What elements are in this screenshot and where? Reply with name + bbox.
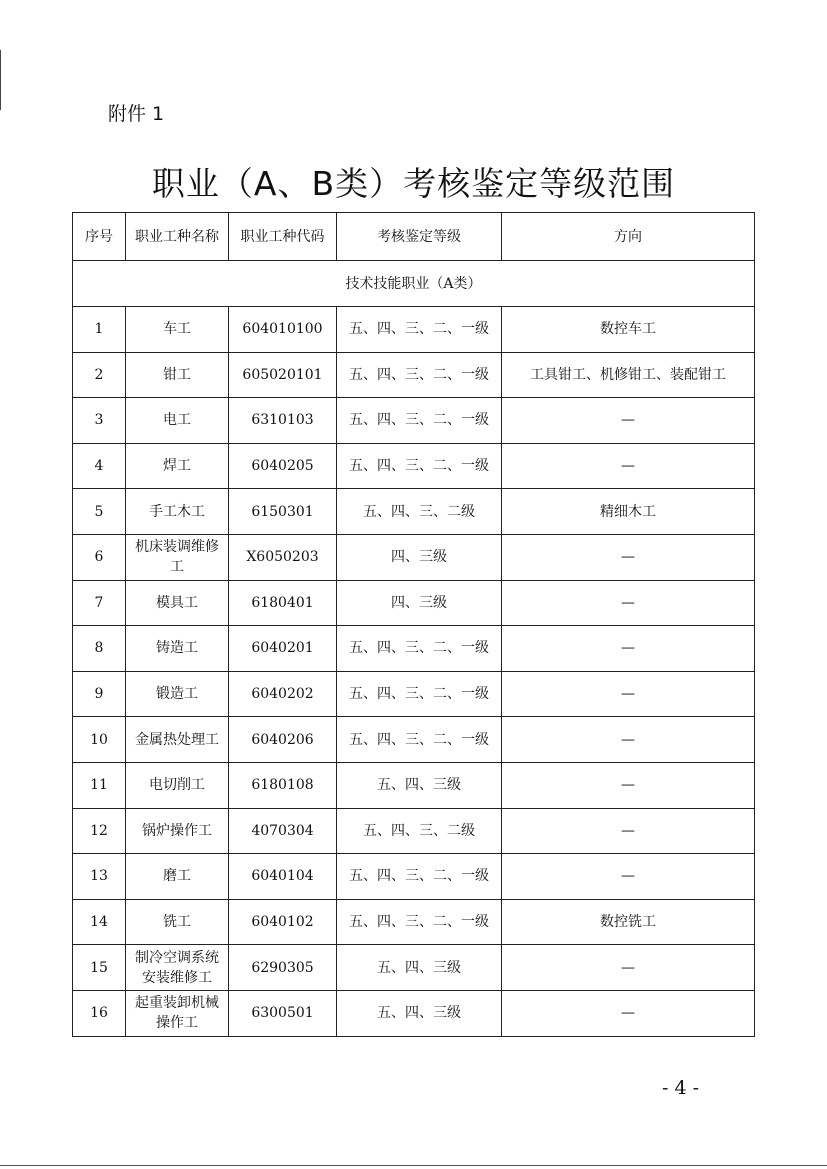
- attachment-label: 附件 1: [108, 103, 165, 125]
- cell-level: 五、四、三、二、一级: [337, 398, 502, 444]
- cell-direction: —: [502, 443, 755, 489]
- table-row: [73, 899, 755, 945]
- cell-code: 6040104: [229, 854, 337, 900]
- cell-direction: —: [502, 808, 755, 854]
- cell-level: 五、四、三、二级: [337, 489, 502, 535]
- table-row: [73, 534, 755, 580]
- section-a-label: 技术技能职业（A类）: [73, 261, 755, 307]
- header-direction: 方向: [502, 213, 755, 261]
- table-row: [73, 352, 755, 398]
- cell-name: 磨工: [126, 854, 229, 900]
- table-row: [73, 717, 755, 763]
- section-row: [73, 261, 755, 307]
- cell-no: 2: [73, 352, 126, 398]
- cell-no: 4: [73, 443, 126, 489]
- cell-name: 机床装调维修工: [126, 534, 229, 580]
- cell-direction: —: [502, 990, 755, 1036]
- cell-no: 12: [73, 808, 126, 854]
- cell-name: 电切削工: [126, 762, 229, 808]
- cell-name: 铣工: [126, 899, 229, 945]
- cell-code: 604010100: [229, 307, 337, 353]
- table-row: [73, 854, 755, 900]
- cell-name: 模具工: [126, 580, 229, 626]
- cell-level: 五、四、三、二、一级: [337, 717, 502, 763]
- cell-level: 四、三级: [337, 534, 502, 580]
- table-row: [73, 945, 755, 991]
- page-number: - 4 -: [662, 1077, 700, 1099]
- cell-name: 车工: [126, 307, 229, 353]
- cell-direction: —: [502, 717, 755, 763]
- cell-level: 五、四、三级: [337, 990, 502, 1036]
- cell-code: 6310103: [229, 398, 337, 444]
- cell-level: 四、三级: [337, 580, 502, 626]
- header-level: 考核鉴定等级: [337, 213, 502, 261]
- table-row: [73, 626, 755, 672]
- page-title: 职业（A、B类）考核鉴定等级范围: [151, 164, 676, 203]
- cell-code: 6180401: [229, 580, 337, 626]
- cell-direction: —: [502, 854, 755, 900]
- table-row: [73, 671, 755, 717]
- table-row: [73, 990, 755, 1036]
- table-row: [73, 580, 755, 626]
- cell-no: 7: [73, 580, 126, 626]
- cell-name: 金属热处理工: [126, 717, 229, 763]
- cell-direction: —: [502, 534, 755, 580]
- cell-direction: 工具钳工、机修钳工、装配钳工: [502, 352, 755, 398]
- cell-no: 5: [73, 489, 126, 535]
- cell-code: 6040202: [229, 671, 337, 717]
- cell-no: 6: [73, 534, 126, 580]
- header-no: 序号: [73, 213, 126, 261]
- cell-name: 铸造工: [126, 626, 229, 672]
- cell-no: 13: [73, 854, 126, 900]
- cell-no: 1: [73, 307, 126, 353]
- cell-code: 4070304: [229, 808, 337, 854]
- cell-level: 五、四、三、二级: [337, 808, 502, 854]
- header-code: 职业工种代码: [229, 213, 337, 261]
- cell-no: 11: [73, 762, 126, 808]
- cell-direction: —: [502, 626, 755, 672]
- cell-no: 15: [73, 945, 126, 991]
- table-header-row: [73, 213, 755, 261]
- cell-direction: 数控车工: [502, 307, 755, 353]
- cell-code: 6040201: [229, 626, 337, 672]
- cell-level: 五、四、三、二、一级: [337, 899, 502, 945]
- cell-name: 起重装卸机械操作工: [126, 990, 229, 1036]
- scan-bottom-line: [0, 1165, 827, 1166]
- table-row: [73, 398, 755, 444]
- cell-direction: —: [502, 762, 755, 808]
- cell-code: 605020101: [229, 352, 337, 398]
- table-row: [73, 762, 755, 808]
- cell-level: 五、四、三、二、一级: [337, 671, 502, 717]
- cell-no: 10: [73, 717, 126, 763]
- cell-no: 14: [73, 899, 126, 945]
- cell-direction: 精细木工: [502, 489, 755, 535]
- occupation-table: [72, 212, 755, 1037]
- cell-level: 五、四、三、二、一级: [337, 854, 502, 900]
- cell-level: 五、四、三级: [337, 945, 502, 991]
- cell-level: 五、四、三、二、一级: [337, 352, 502, 398]
- cell-code: X6050203: [229, 534, 337, 580]
- table-row: [73, 808, 755, 854]
- cell-level: 五、四、三、二、一级: [337, 307, 502, 353]
- cell-direction: —: [502, 671, 755, 717]
- table-row: [73, 489, 755, 535]
- cell-name: 锅炉操作工: [126, 808, 229, 854]
- cell-direction: —: [502, 580, 755, 626]
- cell-code: 6040205: [229, 443, 337, 489]
- cell-direction: 数控铣工: [502, 899, 755, 945]
- cell-code: 6300501: [229, 990, 337, 1036]
- cell-direction: —: [502, 398, 755, 444]
- cell-name: 焊工: [126, 443, 229, 489]
- cell-no: 8: [73, 626, 126, 672]
- cell-no: 16: [73, 990, 126, 1036]
- header-name: 职业工种名称: [126, 213, 229, 261]
- cell-name: 制冷空调系统安装维修工: [126, 945, 229, 991]
- table-row: [73, 307, 755, 353]
- cell-name: 电工: [126, 398, 229, 444]
- cell-name: 钳工: [126, 352, 229, 398]
- cell-no: 3: [73, 398, 126, 444]
- cell-level: 五、四、三级: [337, 762, 502, 808]
- cell-no: 9: [73, 671, 126, 717]
- cell-name: 锻造工: [126, 671, 229, 717]
- cell-code: 6290305: [229, 945, 337, 991]
- scan-edge-line: [0, 50, 1, 110]
- cell-level: 五、四、三、二、一级: [337, 626, 502, 672]
- cell-name: 手工木工: [126, 489, 229, 535]
- cell-code: 6040206: [229, 717, 337, 763]
- cell-code: 6040102: [229, 899, 337, 945]
- cell-direction: —: [502, 945, 755, 991]
- cell-code: 6180108: [229, 762, 337, 808]
- cell-code: 6150301: [229, 489, 337, 535]
- cell-level: 五、四、三、二、一级: [337, 443, 502, 489]
- table-row: [73, 443, 755, 489]
